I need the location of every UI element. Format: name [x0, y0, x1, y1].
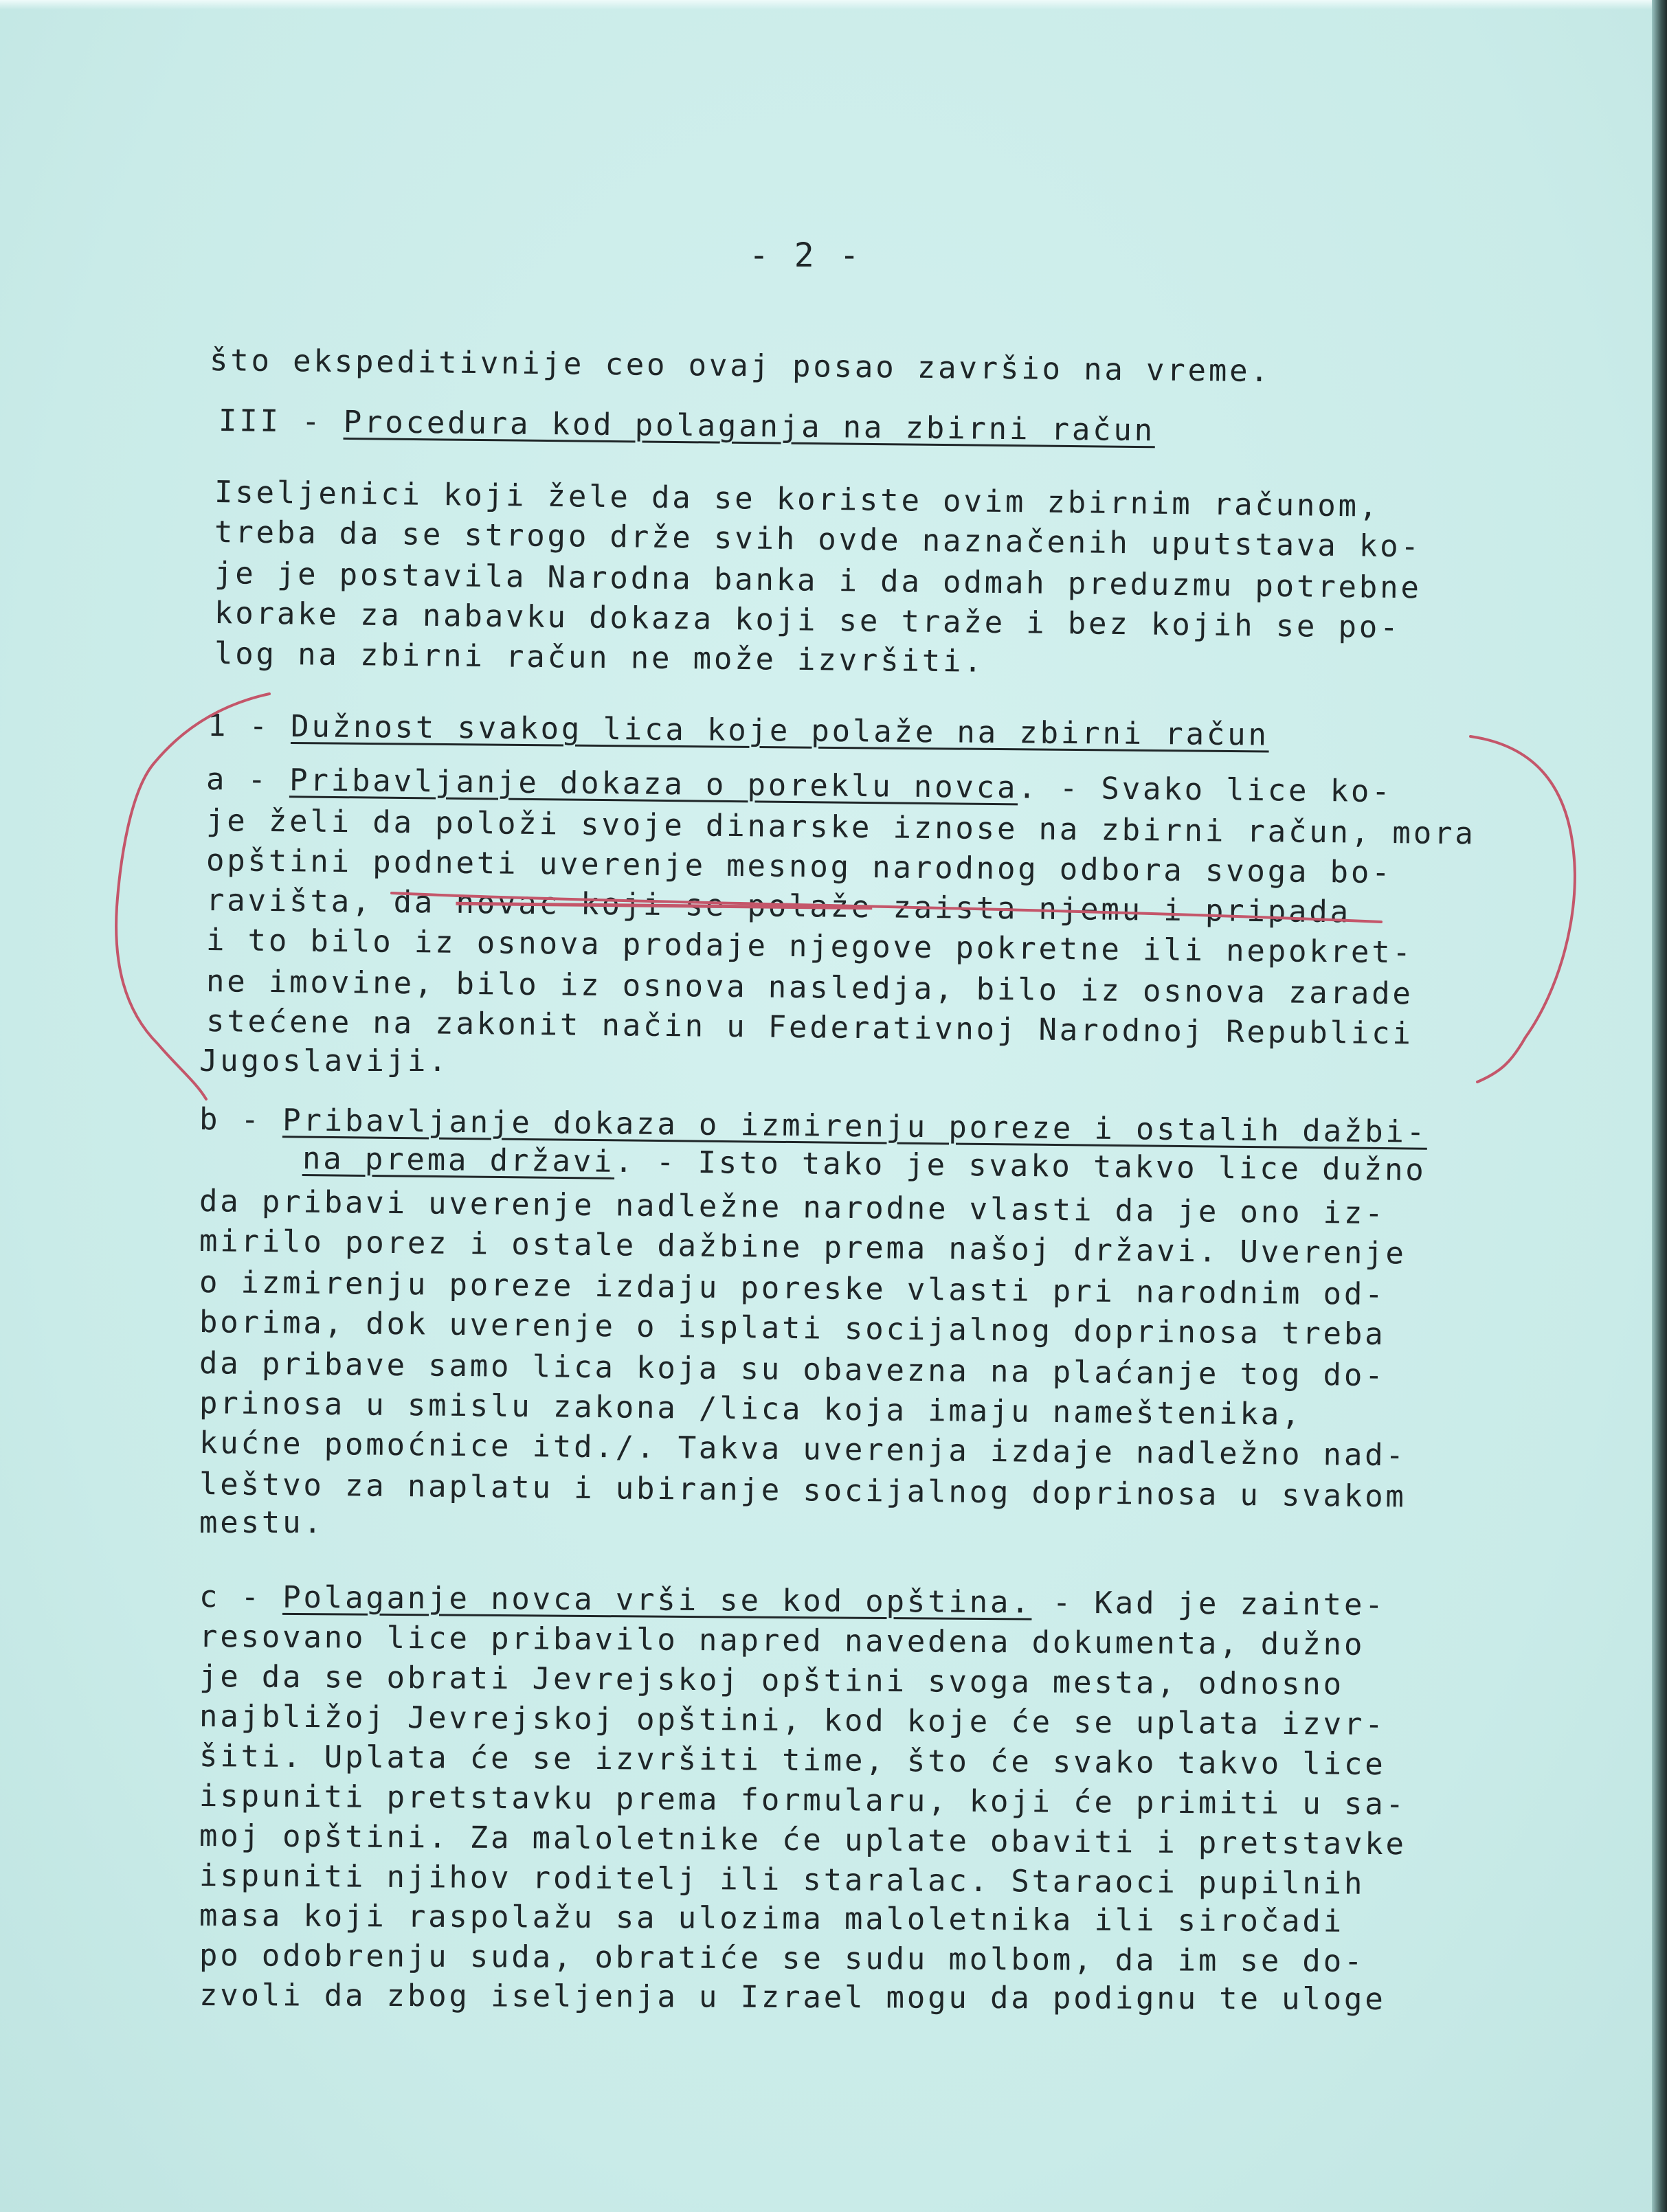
text-run: prinosa u smislu zakona /lica koja imaju nameštenika, [199, 1386, 1303, 1432]
text-run: b - [199, 1102, 283, 1138]
text-run: . - Svako lice ko- [1018, 770, 1393, 810]
text-run: Iseljenici koji žele da se koriste ovim zbirnim računom, [214, 475, 1380, 524]
text-run: mestu. [199, 1505, 324, 1540]
text-run: mirilo porez i ostale dažbine prema našoj državi. Uverenje [199, 1223, 1407, 1272]
text-run: III - [218, 403, 344, 440]
text-run: po odobrenju suda, obratiće se sudu molbom, da im se do- [199, 1938, 1365, 1979]
text-run: stećene na zakonit način u Federativnoj Narodnoj Republici [205, 1004, 1414, 1052]
text-run: resovano lice pribavilo napred navedena dokumenta, dužno [199, 1619, 1365, 1662]
text-run: i to bilo iz osnova prodaje njegove pokretne ili nepokret- [205, 923, 1414, 971]
text-run: - Kad je zainte- [1031, 1585, 1386, 1623]
underlined-heading: Pribavljanje dokaza o poreklu novca [289, 763, 1018, 806]
text-run: je želi da položi svoje dinarske iznose na zbirni račun, mora [205, 803, 1476, 852]
text-run: što ekspeditivnije ceo ovaj posao završio na vreme. [209, 343, 1272, 390]
text-run: 1 - [207, 708, 291, 745]
text-run: leštvo za naplatu i ubiranje socijalnog doprinosa u svakom [199, 1467, 1407, 1515]
text-run: c - [199, 1579, 283, 1615]
text-run: masa koji raspolažu sa ulozima maloletnika ili siročadi [199, 1898, 1345, 1939]
text-run: korake za nabavku dokaza koji se traže i bez kojih se po- [214, 596, 1401, 646]
underlined-heading: Dužnost svakog lica koje polaže na zbirni račun [290, 709, 1269, 753]
text-run: log na zbirni račun ne može izvršiti. [214, 636, 985, 679]
text-run: Jugoslaviji. [199, 1043, 449, 1079]
text-run: borima, dok uverenje o isplati socijalnog doprinosa treba [199, 1305, 1386, 1353]
text-run: da pribave samo lica koja su obavezna na plaćanje tog do- [199, 1346, 1386, 1394]
text-run: moj opštini. Za maloletnike će uplate obaviti i pretstavke [199, 1818, 1407, 1862]
text-run: kućne pomoćnice itd./. Takva uverenja izdaje nadležno nad- [199, 1425, 1407, 1474]
text-run: o izmirenju poreze izdaju poreske vlasti pri narodnim od- [199, 1265, 1386, 1313]
text-run: ravišta, da [205, 883, 456, 921]
underlined-heading: Procedura kod polaganja na zbirni račun [343, 404, 1156, 449]
text-run: je je postavila Narodna banka i da odmah preduzmu potrebne [214, 556, 1422, 606]
text-run: zaista njemu i pripada [871, 890, 1352, 930]
text-run: treba da se strogo drže svih ovde naznačenih uputstava ko- [214, 515, 1422, 565]
text-run: je da se obrati Jevrejskoj opštini svoga mesta, odnosno [199, 1659, 1345, 1702]
text-run: šiti. Uplata će se izvršiti time, što će svako takvo lice [199, 1739, 1386, 1783]
text-run: ispuniti njihov roditelj ili staralac. Staraoci pupilnih [199, 1858, 1365, 1901]
text-run: a - [205, 762, 290, 798]
pen-bracket-right [1470, 736, 1575, 1082]
pen-underline [392, 893, 1381, 922]
underlined-heading: Pribavljanje dokaza o izmirenju poreze i ostalih dažbi- [282, 1103, 1428, 1150]
pen-bracket-left [116, 694, 269, 1099]
struck-text: novac koji se polaže [456, 885, 873, 925]
underlined-heading: na prema državi [302, 1141, 615, 1180]
text-run: najbližoj Jevrejskoj opštini, kod koje će se uplata izvr- [199, 1699, 1386, 1743]
text-run: ne imovine, bilo iz osnova nasledja, bilo iz osnova zarade [205, 964, 1414, 1012]
text-run: zvoli da zbog iseljenja u Izrael mogu da podignu te uloge [199, 1978, 1386, 2018]
text-run: opštini podneti uverenje mesnog narodnog odbora svoga bo- [205, 843, 1393, 891]
underlined-heading: Polaganje novca vrši se kod opština. [282, 1579, 1032, 1621]
page-number: - 2 - [749, 236, 862, 275]
text-run: da pribavi uverenje nadležne narodne vlasti da je ono iz- [199, 1184, 1386, 1232]
text-run: . - Isto tako je svako takvo lice dužno [614, 1144, 1427, 1188]
text-run: ispuniti pretstavku prema formularu, koji će primiti u sa- [199, 1779, 1407, 1822]
